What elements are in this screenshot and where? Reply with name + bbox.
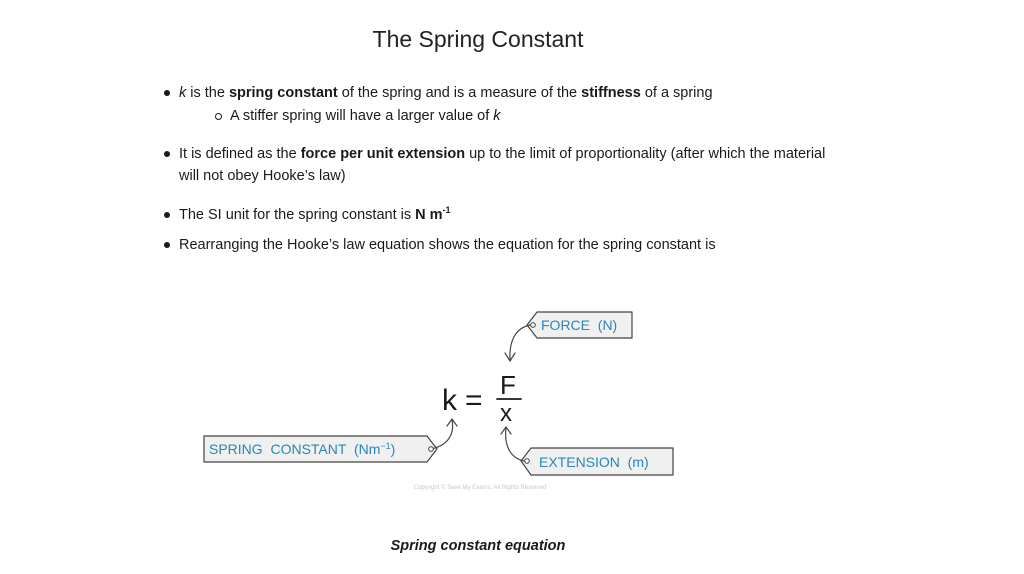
equation-numerator: F xyxy=(500,370,516,400)
figure-caption: Spring constant equation xyxy=(390,538,566,554)
extension-arrow xyxy=(506,428,524,461)
bullet-text: It is defined as the xyxy=(179,146,301,162)
copyright-text: Copyright © Save My Exams. All Rights Reserved xyxy=(413,485,547,491)
equation-lhs: k xyxy=(442,384,457,417)
extension-label: EXTENSION (m) xyxy=(539,454,649,470)
force-label-hole xyxy=(531,323,536,328)
equation-equals: = xyxy=(465,384,483,417)
bullet-text: The SI unit for the spring constant is xyxy=(179,207,416,223)
spring-constant-label-close: ) xyxy=(390,441,396,457)
bold-spring-constant: spring constant xyxy=(228,85,338,101)
equation-denominator: x xyxy=(500,400,512,427)
bullet-text: Rearranging the Hooke’s law equation shows the equation for the spring constant is xyxy=(179,237,716,253)
force-arrow xyxy=(510,325,530,360)
force-label: FORCE (N) xyxy=(541,317,618,333)
sub-bullet-text: A stiffer spring will have a larger value of xyxy=(230,108,494,124)
var-k: k xyxy=(179,85,187,101)
spring-constant-label-hole xyxy=(429,447,434,452)
spring-constant-label xyxy=(209,441,395,457)
bullet-text: is the xyxy=(186,85,229,101)
slide-title: The Spring Constant xyxy=(372,26,584,52)
bold-force-per-unit-extension: force per unit extension xyxy=(300,146,466,162)
extension-label-hole xyxy=(525,459,530,464)
spring-constant-label-text: SPRING CONSTANT (Nm xyxy=(209,441,381,457)
bullet-text: up to the limit of proportionality (after which the material will not obey Hooke’s law) xyxy=(179,146,826,184)
var-k: k xyxy=(493,108,501,124)
spring-constant-label-exp: −1 xyxy=(380,441,391,451)
bold-stiffness: stiffness xyxy=(581,85,641,101)
bullet-text: of a spring xyxy=(640,85,713,101)
unit-text: N m xyxy=(415,207,443,223)
unit-exponent: -1 xyxy=(442,205,451,215)
bullet-text: of the spring and is a measure of the xyxy=(337,85,582,101)
